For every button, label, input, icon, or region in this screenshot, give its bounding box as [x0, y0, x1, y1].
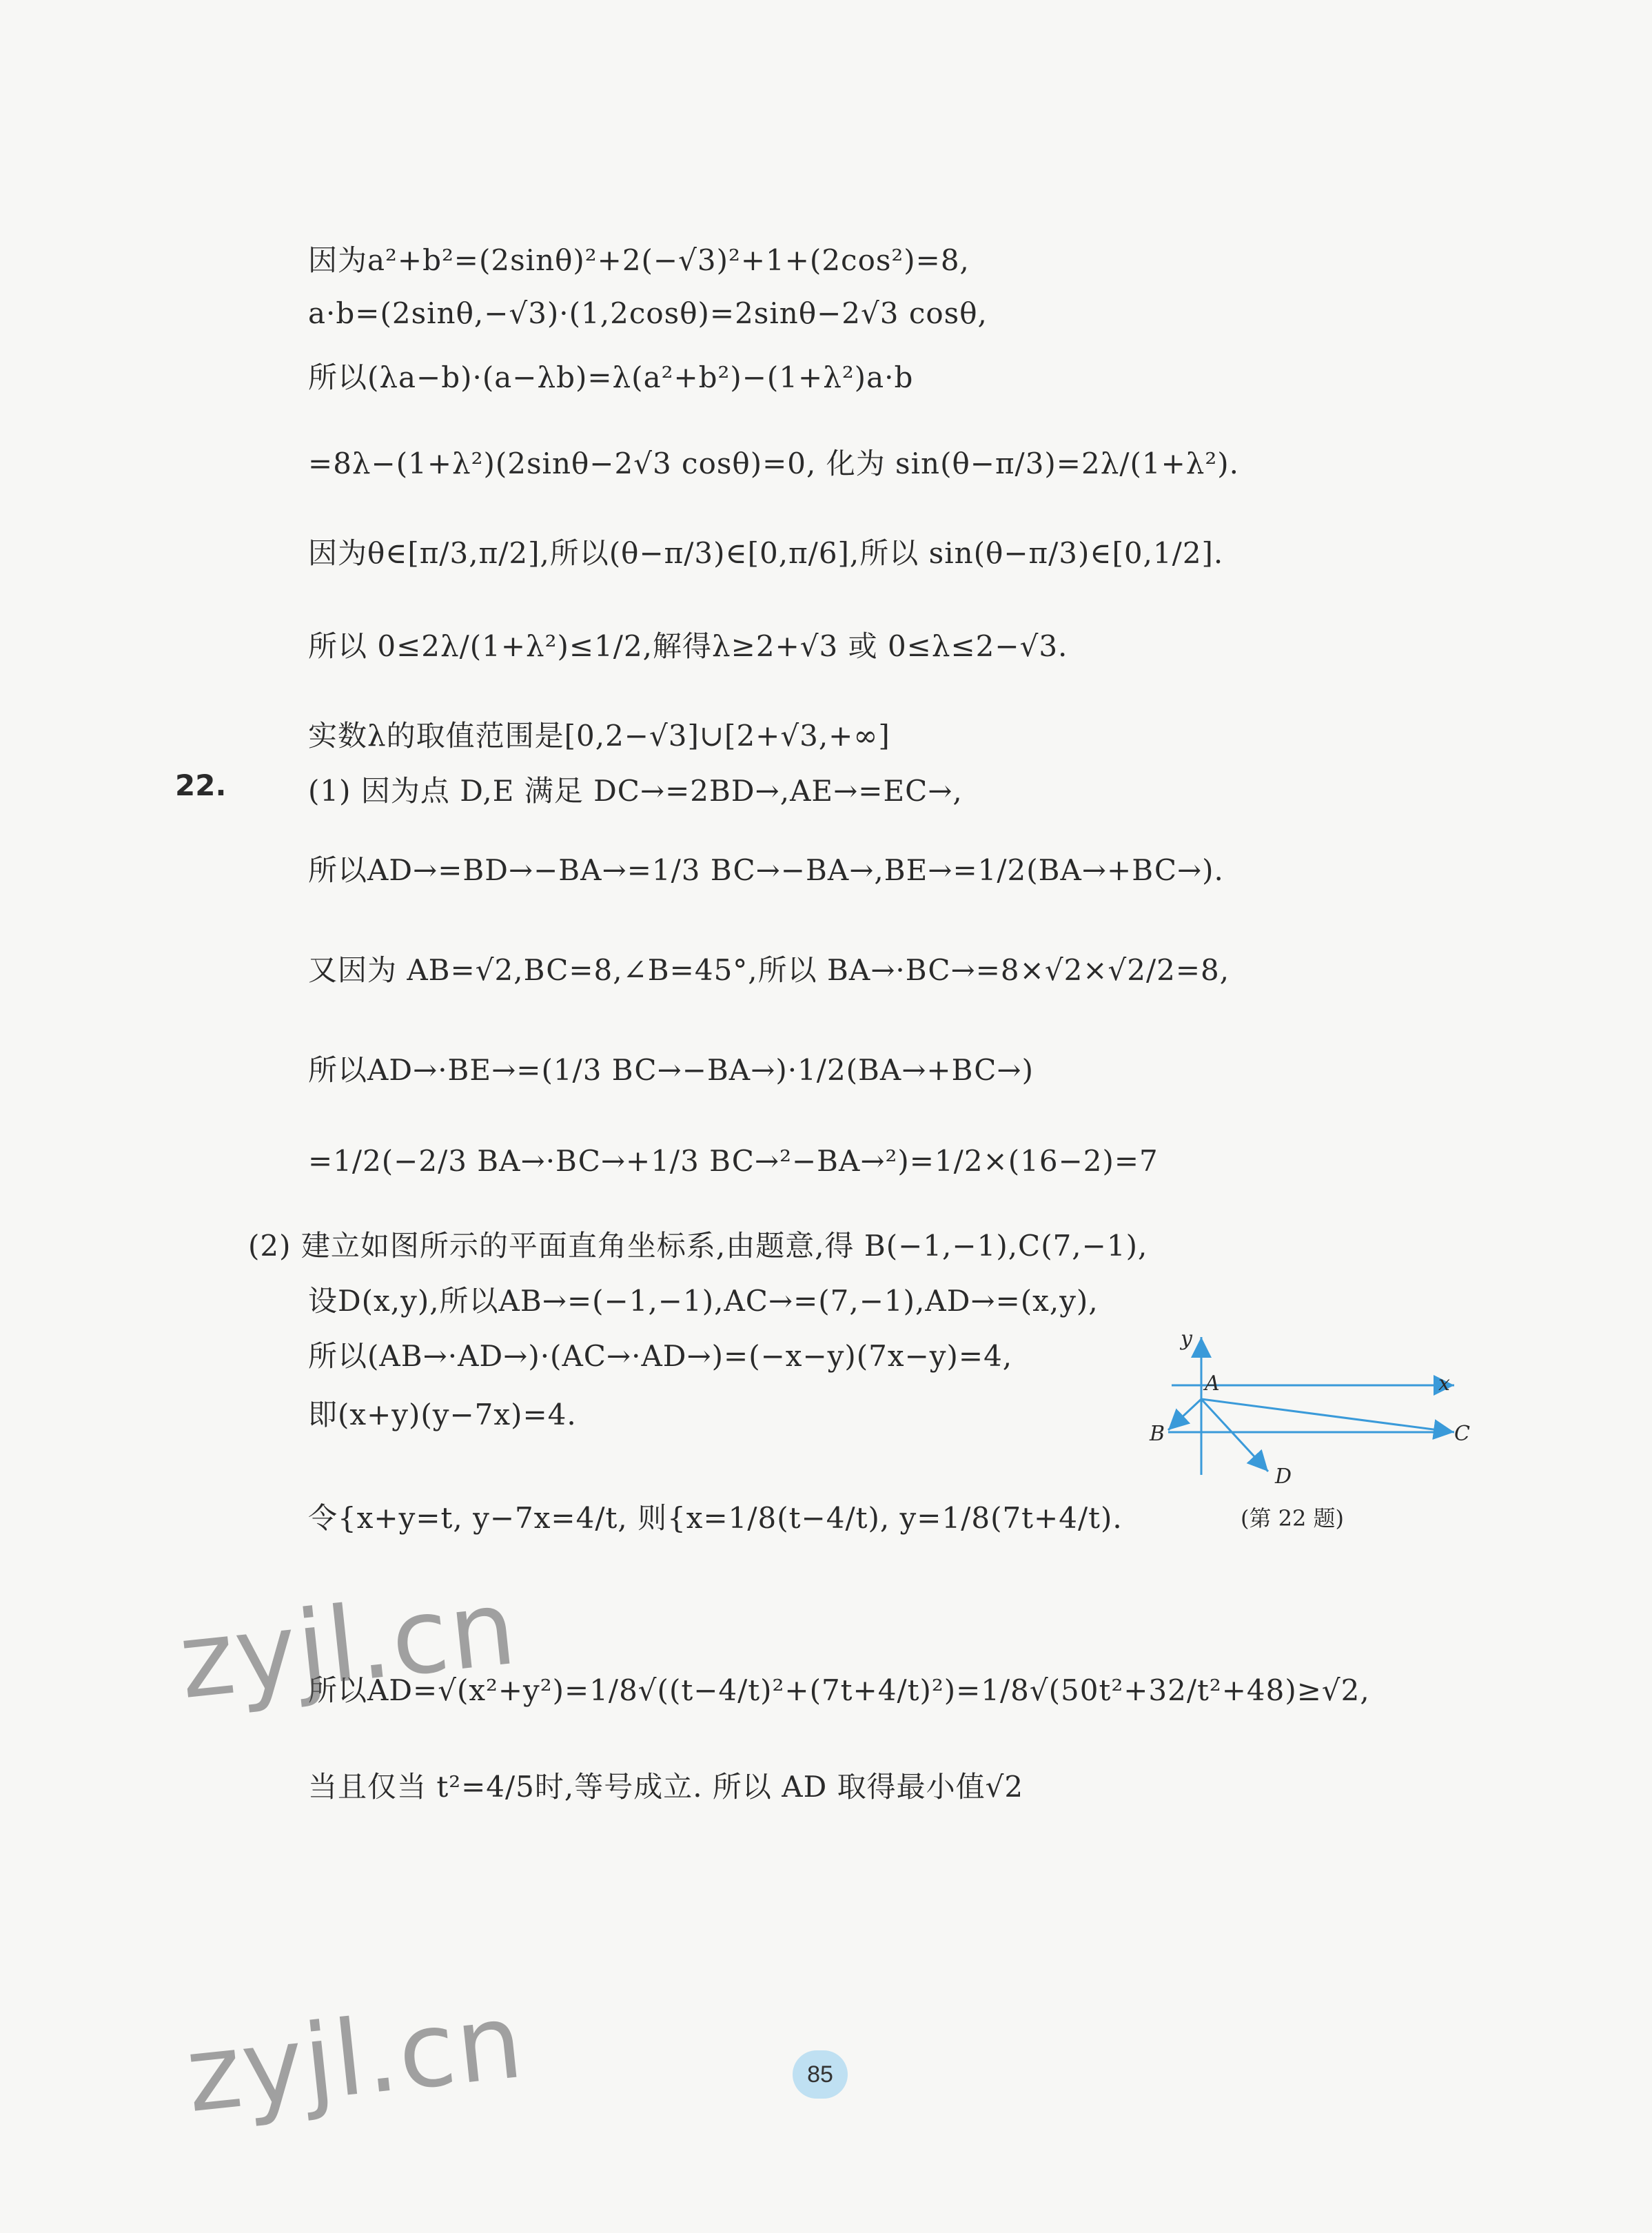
page-number: 85 — [793, 2050, 848, 2099]
text-line: 所以(λa−b)·(a−λb)=λ(a²+b²)−(1+λ²)a·b — [308, 360, 914, 394]
text-line: 所以AD→=BD→−BA→=1/3 BC→−BA→,BE→=1/2(BA→+BC→). — [308, 853, 1224, 887]
text-line: (2) 建立如图所示的平面直角坐标系,由题意,得 B(−1,−1),C(7,−1), — [248, 1229, 1148, 1263]
vector-AB — [1168, 1399, 1201, 1430]
text-line: 所以 0≤2λ/(1+λ²)≤1/2,解得λ≥2+√3 或 0≤λ≤2−√3. — [308, 629, 1068, 663]
vector-AD — [1201, 1399, 1268, 1471]
label-b: B — [1150, 1422, 1165, 1446]
question-number: 22. — [175, 768, 227, 802]
watermark: zyjl.cn — [174, 1567, 522, 1723]
vector-AC — [1201, 1399, 1454, 1432]
watermark: zyjl.cn — [181, 1981, 529, 2137]
text-line: 实数λ的取值范围是[0,2−√3]∪[2+√3,+∞] — [308, 719, 890, 753]
text-line: =8λ−(1+λ²)(2sinθ−2√3 cosθ)=0, 化为 sin(θ−π/3)=2λ/(1+λ²). — [308, 447, 1239, 480]
text-line: =1/2(−2/3 BA→·BC→+1/3 BC→²−BA→²)=1/2×(16−2)=7 — [308, 1144, 1159, 1178]
label-a: A — [1205, 1372, 1220, 1396]
text-line: 因为a²+b²=(2sinθ)²+2(−√3)²+1+(2cos²)=8, — [308, 243, 970, 277]
text-line: 又因为 AB=√2,BC=8,∠B=45°,所以 BA→·BC→=8×√2×√2/2=8, — [308, 953, 1230, 987]
text-line: 即(x+y)(y−7x)=4. — [308, 1398, 577, 1431]
label-y: y — [1181, 1327, 1192, 1351]
text-line: 所以(AB→·AD→)·(AC→·AD→)=(−x−y)(7x−y)=4, — [308, 1339, 1013, 1373]
label-d: D — [1275, 1465, 1292, 1489]
text-line: 令{x+y=t, y−7x=4/t, 则{x=1/8(t−4/t), y=1/8(7t+4/t). — [308, 1501, 1123, 1535]
text-line: a·b=(2sinθ,−√3)·(1,2cosθ)=2sinθ−2√3 cosθ, — [308, 296, 988, 330]
text-line: 所以AD→·BE→=(1/3 BC→−BA→)·1/2(BA→+BC→) — [308, 1053, 1034, 1087]
label-x: x — [1438, 1372, 1450, 1396]
figure-caption: (第 22 题) — [1241, 1505, 1345, 1531]
text-line: (1) 因为点 D,E 满足 DC→=2BD→,AE→=EC→, — [308, 774, 963, 808]
text-line: 设D(x,y),所以AB→=(−1,−1),AC→=(7,−1),AD→=(x,y), — [308, 1284, 1099, 1318]
label-c: C — [1454, 1422, 1470, 1446]
text-line: 因为θ∈[π/3,π/2],所以(θ−π/3)∈[0,π/6],所以 sin(θ−π/3)∈[0,1/2]. — [308, 536, 1224, 570]
text-line: 当且仅当 t²=4/5时,等号成立. 所以 AD 取得最小值√2 — [308, 1770, 1024, 1804]
text-line: 所以AD=√(x²+y²)=1/8√((t−4/t)²+(7t+4/t)²)=1/8√(50t²+32/t²+48)≥√2, — [308, 1673, 1370, 1707]
